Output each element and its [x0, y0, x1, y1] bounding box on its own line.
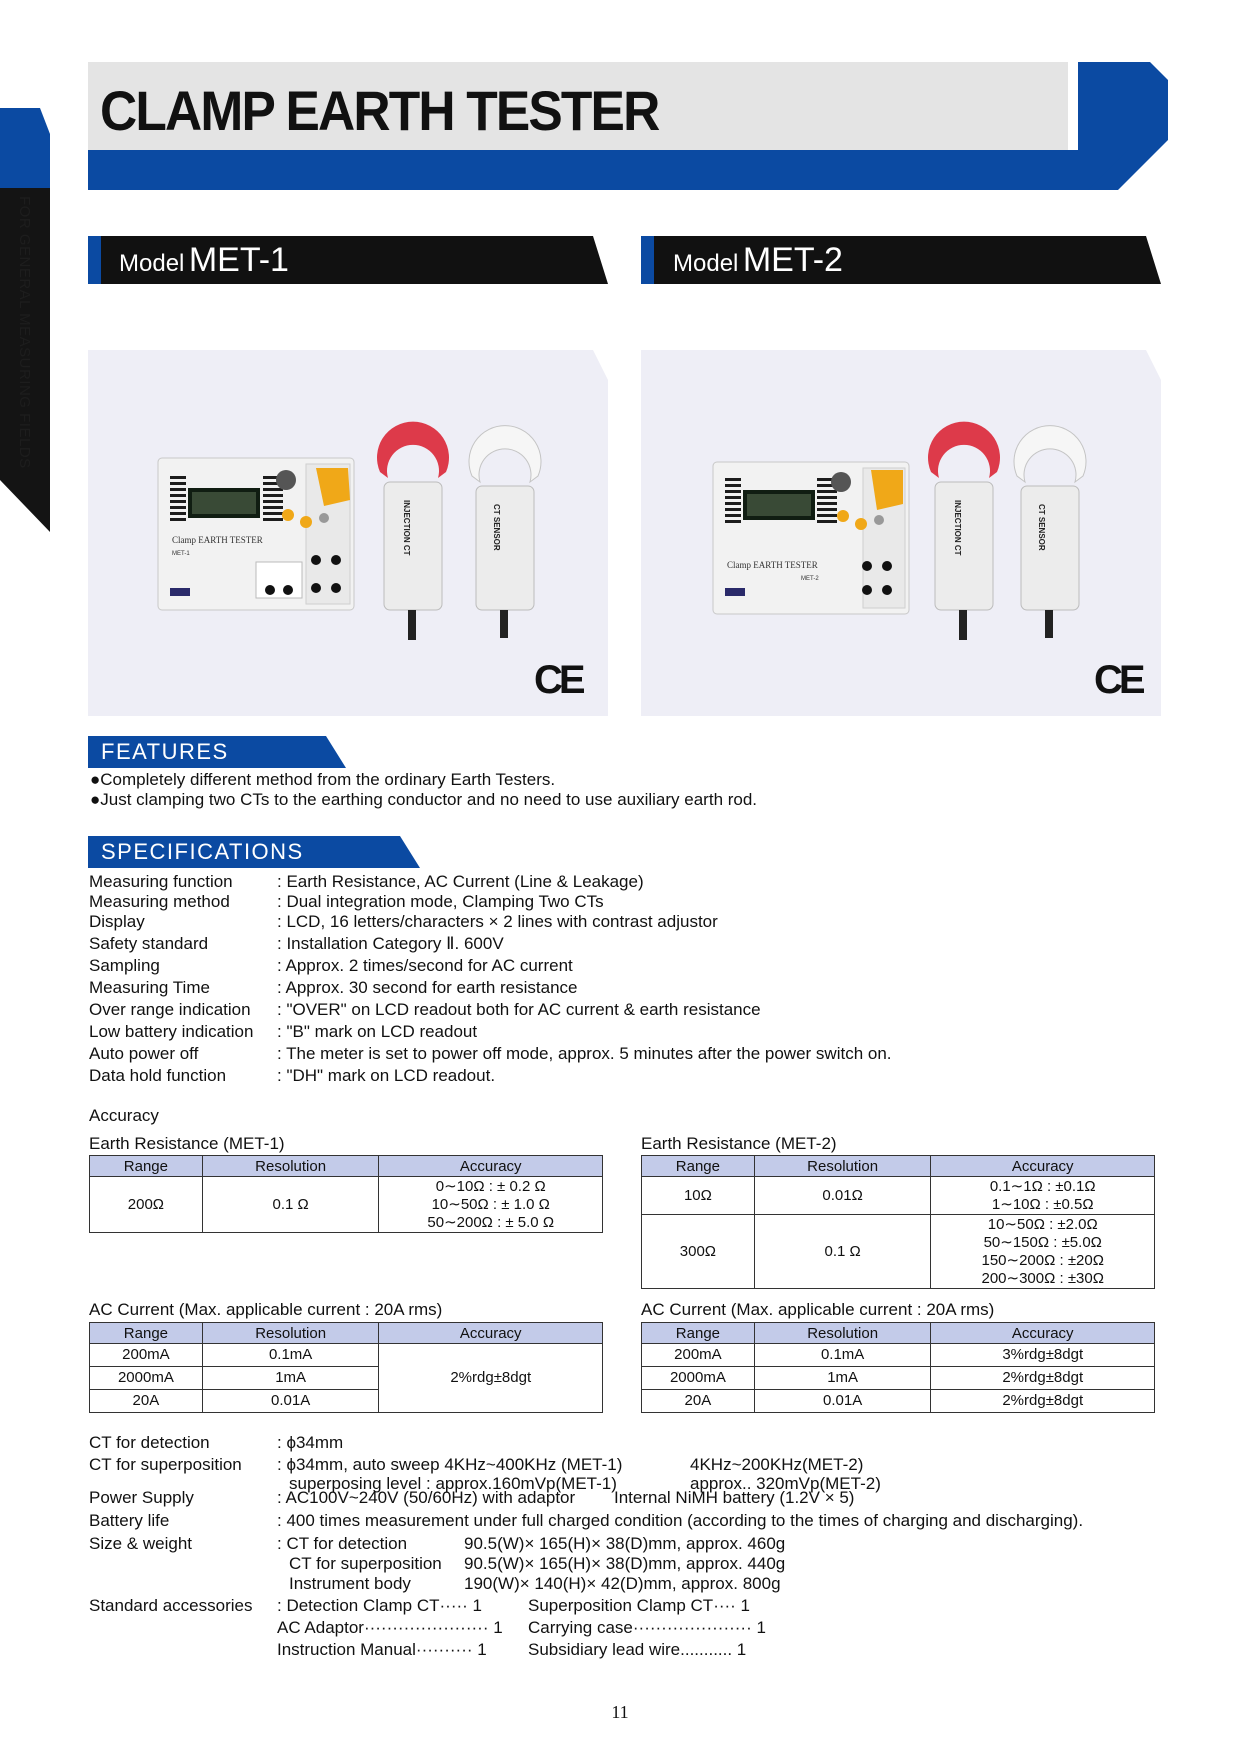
svg-text:MET-1: MET-1	[172, 551, 190, 557]
ce-mark-met1: CE	[534, 658, 582, 702]
table-earth-met2	[641, 1155, 1155, 1289]
cell-accuracy	[379, 1177, 603, 1233]
spec-label: Battery life	[89, 1511, 170, 1530]
spec-label: Data hold function	[89, 1066, 227, 1085]
cell-resolution: 0.01Ω	[754, 1177, 931, 1215]
spec-label: Sampling	[89, 956, 160, 975]
cell-resolution: 0.1 Ω	[202, 1177, 379, 1233]
spec-value: : Approx. 30 second for earth resistance	[277, 978, 578, 997]
cell-resolution: 1mA	[202, 1367, 379, 1390]
spec-value: 90.5(W)× 165(H)× 38(D)mm, approx. 440g	[464, 1554, 786, 1573]
col-header-accuracy: Accuracy	[931, 1323, 1155, 1344]
table-ac-met1	[89, 1322, 603, 1413]
spec-label: Measuring method	[89, 892, 230, 911]
spec-label: Low battery indication	[89, 1022, 254, 1041]
accessory-item: Subsidiary lead wire........... 1	[528, 1640, 747, 1659]
accessory-item: Instruction Manual·········· 1	[277, 1640, 487, 1659]
spec-value: : "DH" mark on LCD readout.	[277, 1066, 496, 1085]
spec-label: Standard accessories	[89, 1596, 253, 1615]
spec-label: Size & weight	[89, 1534, 192, 1553]
spec-label: Power Supply	[89, 1488, 194, 1507]
accuracy-line: 200∼300Ω : ±30Ω	[981, 1269, 1104, 1287]
cell-accuracy	[931, 1177, 1155, 1215]
page-title: CLAMP EARTH TESTER	[100, 79, 659, 142]
svg-text:MET-2: MET-2	[801, 576, 819, 582]
table-caption-ac-met1: AC Current (Max. applicable current : 20A rms)	[89, 1300, 443, 1319]
table-row	[642, 1215, 1155, 1289]
spec-label: Display	[89, 912, 145, 931]
svg-text:Clamp EARTH TESTER: Clamp EARTH TESTER	[172, 535, 263, 545]
specifications-title: SPECIFICATIONS	[101, 839, 304, 864]
col-header-range: Range	[642, 1156, 755, 1177]
model-title-met1: Model MET-1	[119, 241, 289, 279]
cell-resolution: 0.01A	[754, 1390, 931, 1413]
spec-value: : "OVER" on LCD readout both for AC current & earth resistance	[277, 1000, 761, 1019]
cell-accuracy: 2%rdg±8dgt	[931, 1367, 1155, 1390]
spec-value: approx.. 320mVp(MET-2)	[690, 1474, 881, 1493]
table-row	[642, 1344, 1155, 1367]
col-header-accuracy: Accuracy	[379, 1156, 603, 1177]
col-header-range: Range	[642, 1323, 755, 1344]
spec-value: 4KHz~200KHz(MET-2)	[690, 1455, 864, 1474]
product-photo-met1	[88, 350, 608, 716]
accuracy-line: 1∼10Ω : ±0.5Ω	[991, 1195, 1094, 1213]
page-number: 11	[611, 1702, 629, 1722]
table-earth-met1	[89, 1155, 603, 1233]
spec-value: : ϕ34mm	[277, 1433, 344, 1452]
table-row	[642, 1367, 1155, 1390]
spec-value: : "B" mark on LCD readout	[277, 1022, 478, 1041]
spec-value: superposing level : approx.160mVp(MET-1)	[289, 1474, 617, 1493]
table-row	[642, 1177, 1155, 1215]
spec-label: Measuring Time	[89, 978, 210, 997]
accessory-item: AC Adaptor······················ 1	[277, 1618, 503, 1637]
model-title-met2: Model MET-2	[673, 241, 843, 279]
svg-text:Clamp EARTH TESTER: Clamp EARTH TESTER	[727, 560, 818, 570]
col-header-resolution: Resolution	[202, 1156, 379, 1177]
spec-label: Measuring function	[89, 872, 233, 891]
accuracy-line: 10∼50Ω : ± 1.0 Ω	[431, 1195, 550, 1213]
svg-text:CT SENSOR: CT SENSOR	[492, 504, 501, 551]
spec-value: : CT for detection	[277, 1534, 408, 1553]
cell-range: 2000mA	[642, 1367, 755, 1390]
spec-value: Instrument body	[289, 1574, 411, 1593]
col-header-range: Range	[90, 1156, 203, 1177]
features-title: FEATURES	[101, 739, 229, 764]
spec-label: CT for detection	[89, 1433, 210, 1452]
table-row	[90, 1177, 603, 1233]
col-header-resolution: Resolution	[754, 1323, 931, 1344]
spec-value: : Approx. 2 times/second for AC current	[277, 956, 573, 975]
col-header-accuracy: Accuracy	[379, 1323, 603, 1344]
cell-range: 200mA	[642, 1344, 755, 1367]
table-caption-ac-met2: AC Current (Max. applicable current : 20A rms)	[641, 1300, 995, 1319]
accuracy-line: 50∼150Ω : ±5.0Ω	[983, 1233, 1102, 1251]
accuracy-label: Accuracy	[89, 1106, 159, 1125]
spec-value: : AC100V~240V (50/60Hz) with adaptor	[277, 1488, 576, 1507]
feature-item: ●Completely different method from the ordinary Earth Testers.	[90, 770, 556, 789]
cell-accuracy: 2%rdg±8dgt	[379, 1344, 603, 1413]
cell-resolution: 0.01A	[202, 1390, 379, 1413]
accessory-item: Superposition Clamp CT···· 1	[528, 1596, 751, 1615]
spec-value: 90.5(W)× 165(H)× 38(D)mm, approx. 460g	[464, 1534, 786, 1553]
cell-range: 200mA	[90, 1344, 203, 1367]
svg-text:INJECTION CT: INJECTION CT	[402, 500, 411, 556]
svg-text:INJECTION CT: INJECTION CT	[953, 500, 962, 556]
col-header-resolution: Resolution	[754, 1156, 931, 1177]
spec-value: : Installation Category Ⅱ. 600V	[277, 934, 504, 953]
cell-range: 300Ω	[642, 1215, 755, 1289]
table-caption-earth-met1: Earth Resistance (MET-1)	[89, 1134, 285, 1153]
col-header-range: Range	[90, 1323, 203, 1344]
col-header-accuracy: Accuracy	[931, 1156, 1155, 1177]
table-caption-earth-met2: Earth Resistance (MET-2)	[641, 1134, 837, 1153]
cell-resolution: 1mA	[754, 1367, 931, 1390]
table-row	[642, 1390, 1155, 1413]
spec-label: Safety standard	[89, 934, 209, 953]
table-row	[90, 1344, 603, 1367]
spec-value: : ϕ34mm, auto sweep 4KHz~400KHz (MET-1)	[277, 1455, 623, 1474]
spec-label: Over range indication	[89, 1000, 251, 1019]
ce-mark-met2: CE	[1094, 658, 1142, 702]
accuracy-line: 150∼200Ω : ±20Ω	[981, 1251, 1104, 1269]
spec-label: Auto power off	[89, 1044, 199, 1063]
product-photo-met2	[641, 350, 1161, 716]
cell-range: 20A	[90, 1390, 203, 1413]
cell-resolution: 0.1mA	[754, 1344, 931, 1367]
cell-range: 20A	[642, 1390, 755, 1413]
cell-range: 200Ω	[90, 1177, 203, 1233]
cell-resolution: 0.1 Ω	[754, 1215, 931, 1289]
spec-value: CT for superposition	[289, 1554, 442, 1573]
col-header-resolution: Resolution	[202, 1323, 379, 1344]
accuracy-line: 10∼50Ω : ±2.0Ω	[987, 1215, 1098, 1233]
cell-range: 10Ω	[642, 1177, 755, 1215]
accuracy-line: 0∼10Ω : ± 0.2 Ω	[435, 1177, 546, 1195]
spec-value: : Dual integration mode, Clamping Two CTs	[277, 892, 604, 911]
cell-range: 2000mA	[90, 1367, 203, 1390]
cell-accuracy: 2%rdg±8dgt	[931, 1390, 1155, 1413]
spec-value: 190(W)× 140(H)× 42(D)mm, approx. 800g	[464, 1574, 781, 1593]
accuracy-line: 0.1∼1Ω : ±0.1Ω	[989, 1177, 1096, 1195]
cell-resolution: 0.1mA	[202, 1344, 379, 1367]
spec-value: : The meter is set to power off mode, approx. 5 minutes after the power switch on.	[277, 1044, 892, 1063]
spec-value: : Earth Resistance, AC Current (Line & Leakage)	[277, 872, 644, 891]
svg-text:CT SENSOR: CT SENSOR	[1037, 504, 1046, 551]
cell-accuracy: 3%rdg±8dgt	[931, 1344, 1155, 1367]
accessory-item: Carrying case····················· 1	[528, 1618, 766, 1637]
cell-accuracy	[931, 1215, 1155, 1289]
accessory-item: : Detection Clamp CT····· 1	[277, 1596, 482, 1615]
feature-item: ●Just clamping two CTs to the earthing conductor and no need to use auxiliary earth rod.	[90, 790, 758, 809]
spec-label: CT for superposition	[89, 1455, 242, 1474]
side-tab-label: FOR GENERAL MEASURING FIELDS	[16, 196, 33, 469]
spec-value: Internal NiMH battery (1.2V × 5)	[614, 1488, 855, 1507]
table-ac-met2	[641, 1322, 1155, 1413]
accuracy-line: 50∼200Ω : ± 5.0 Ω	[427, 1213, 555, 1231]
spec-value: : LCD, 16 letters/characters × 2 lines with contrast adjustor	[277, 912, 718, 931]
spec-value: : 400 times measurement under full charged condition (according to the times of charging and discharging).	[277, 1511, 1084, 1530]
